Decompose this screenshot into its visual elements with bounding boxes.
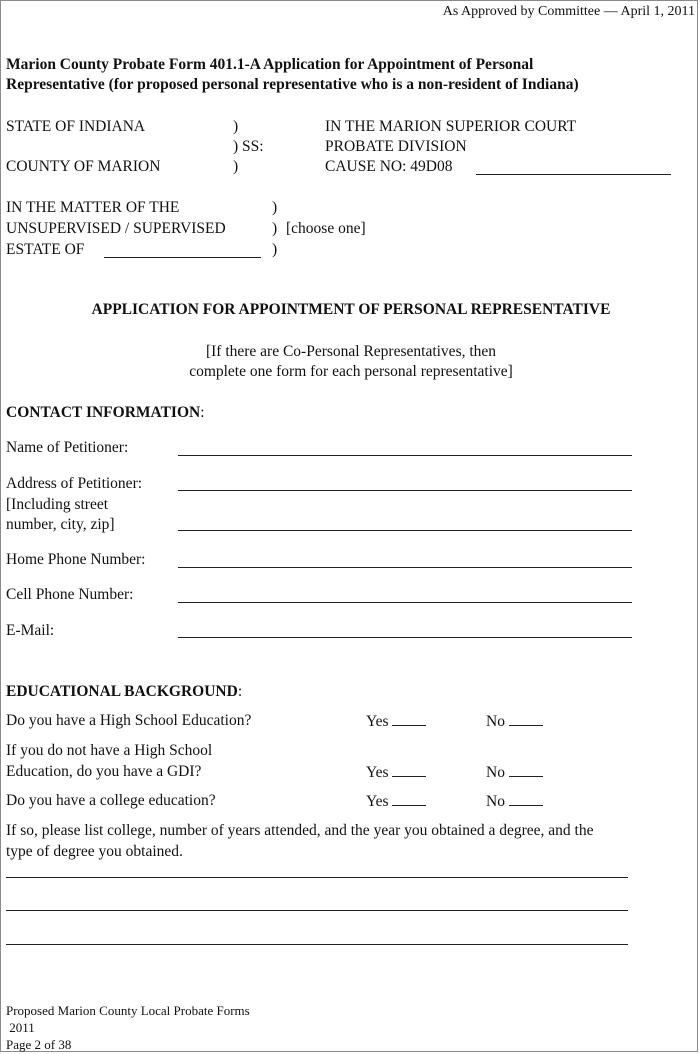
caption-paren: ) bbox=[233, 118, 239, 135]
instruction-line1: [If there are Co-Personal Representatives, then bbox=[205, 343, 497, 360]
approval-note: As Approved by Committee — April 1, 2011 bbox=[442, 4, 695, 19]
cell-phone-field[interactable] bbox=[178, 602, 632, 603]
gdi-question-line1: If you do not have a High School bbox=[6, 742, 213, 759]
matter-line1: IN THE MATTER OF THE bbox=[6, 199, 180, 216]
court-division: PROBATE DIVISION bbox=[325, 138, 467, 155]
name-field[interactable] bbox=[178, 455, 632, 456]
cause-number-field[interactable] bbox=[476, 174, 671, 175]
high-school-no[interactable]: No bbox=[486, 713, 543, 730]
caption-paren: ) bbox=[233, 158, 239, 175]
matter-line2: UNSUPERVISED / SUPERVISED bbox=[6, 220, 226, 237]
address-field-line1[interactable] bbox=[178, 490, 632, 491]
home-phone-field[interactable] bbox=[178, 567, 632, 568]
college-question: Do you have a college education? bbox=[6, 792, 216, 809]
footer-year: 2011 bbox=[6, 1020, 35, 1035]
college-details-field-line1[interactable] bbox=[6, 877, 628, 878]
estate-name-field[interactable] bbox=[104, 257, 261, 258]
matter-paren: ) bbox=[272, 241, 278, 258]
footer-forms-title: Proposed Marion County Local Probate Forms bbox=[6, 1003, 250, 1018]
matter-paren: ) bbox=[272, 199, 278, 216]
choose-one-note: [choose one] bbox=[286, 220, 366, 237]
college-no[interactable]: No bbox=[486, 793, 543, 810]
college-yes[interactable]: Yes bbox=[366, 793, 426, 810]
email-field[interactable] bbox=[178, 637, 632, 638]
matter-line3: ESTATE OF bbox=[6, 241, 85, 258]
cell-phone-label: Cell Phone Number: bbox=[6, 586, 134, 603]
college-prompt-line2: type of degree you obtained. bbox=[6, 843, 183, 860]
state-label: STATE OF INDIANA bbox=[6, 118, 146, 135]
gdi-question-line2: Education, do you have a GDI? bbox=[6, 763, 202, 780]
address-label-line1: Address of Petitioner: bbox=[6, 475, 143, 492]
instruction-line2: complete one form for each personal representative] bbox=[189, 363, 513, 380]
high-school-yes[interactable]: Yes bbox=[366, 713, 426, 730]
address-field-line2[interactable] bbox=[178, 530, 632, 531]
address-label-line3: number, city, zip] bbox=[6, 516, 115, 533]
application-heading: APPLICATION FOR APPOINTMENT OF PERSONAL REPRESENTATIVE bbox=[91, 301, 611, 318]
ss-label: ) SS: bbox=[233, 138, 264, 155]
gdi-no[interactable]: No bbox=[486, 764, 543, 781]
cause-number-label: CAUSE NO: 49D08 bbox=[325, 158, 453, 175]
contact-heading: CONTACT INFORMATION: bbox=[6, 404, 205, 421]
form-title-line1: Marion County Probate Form 401.1-A Application for Appointment of Personal bbox=[6, 56, 534, 73]
footer-page-number: Page 2 of 38 bbox=[6, 1037, 72, 1052]
form-title-line2: Representative (for proposed personal representative who is a non-resident of Indiana) bbox=[6, 76, 579, 93]
address-label-line2: [Including street bbox=[6, 496, 109, 513]
name-label: Name of Petitioner: bbox=[6, 439, 129, 456]
gdi-yes[interactable]: Yes bbox=[366, 764, 426, 781]
court-name: IN THE MARION SUPERIOR COURT bbox=[325, 118, 577, 135]
email-label: E-Mail: bbox=[6, 622, 55, 639]
education-heading: EDUCATIONAL BACKGROUND: bbox=[6, 683, 243, 700]
college-prompt-line1: If so, please list college, number of years attended, and the year you obtained a degree, and the bbox=[6, 822, 594, 839]
home-phone-label: Home Phone Number: bbox=[6, 551, 146, 568]
matter-paren: ) bbox=[272, 220, 278, 237]
college-details-field-line3[interactable] bbox=[6, 944, 628, 945]
college-details-field-line2[interactable] bbox=[6, 910, 628, 911]
high-school-question: Do you have a High School Education? bbox=[6, 712, 252, 729]
county-label: COUNTY OF MARION bbox=[6, 158, 161, 175]
